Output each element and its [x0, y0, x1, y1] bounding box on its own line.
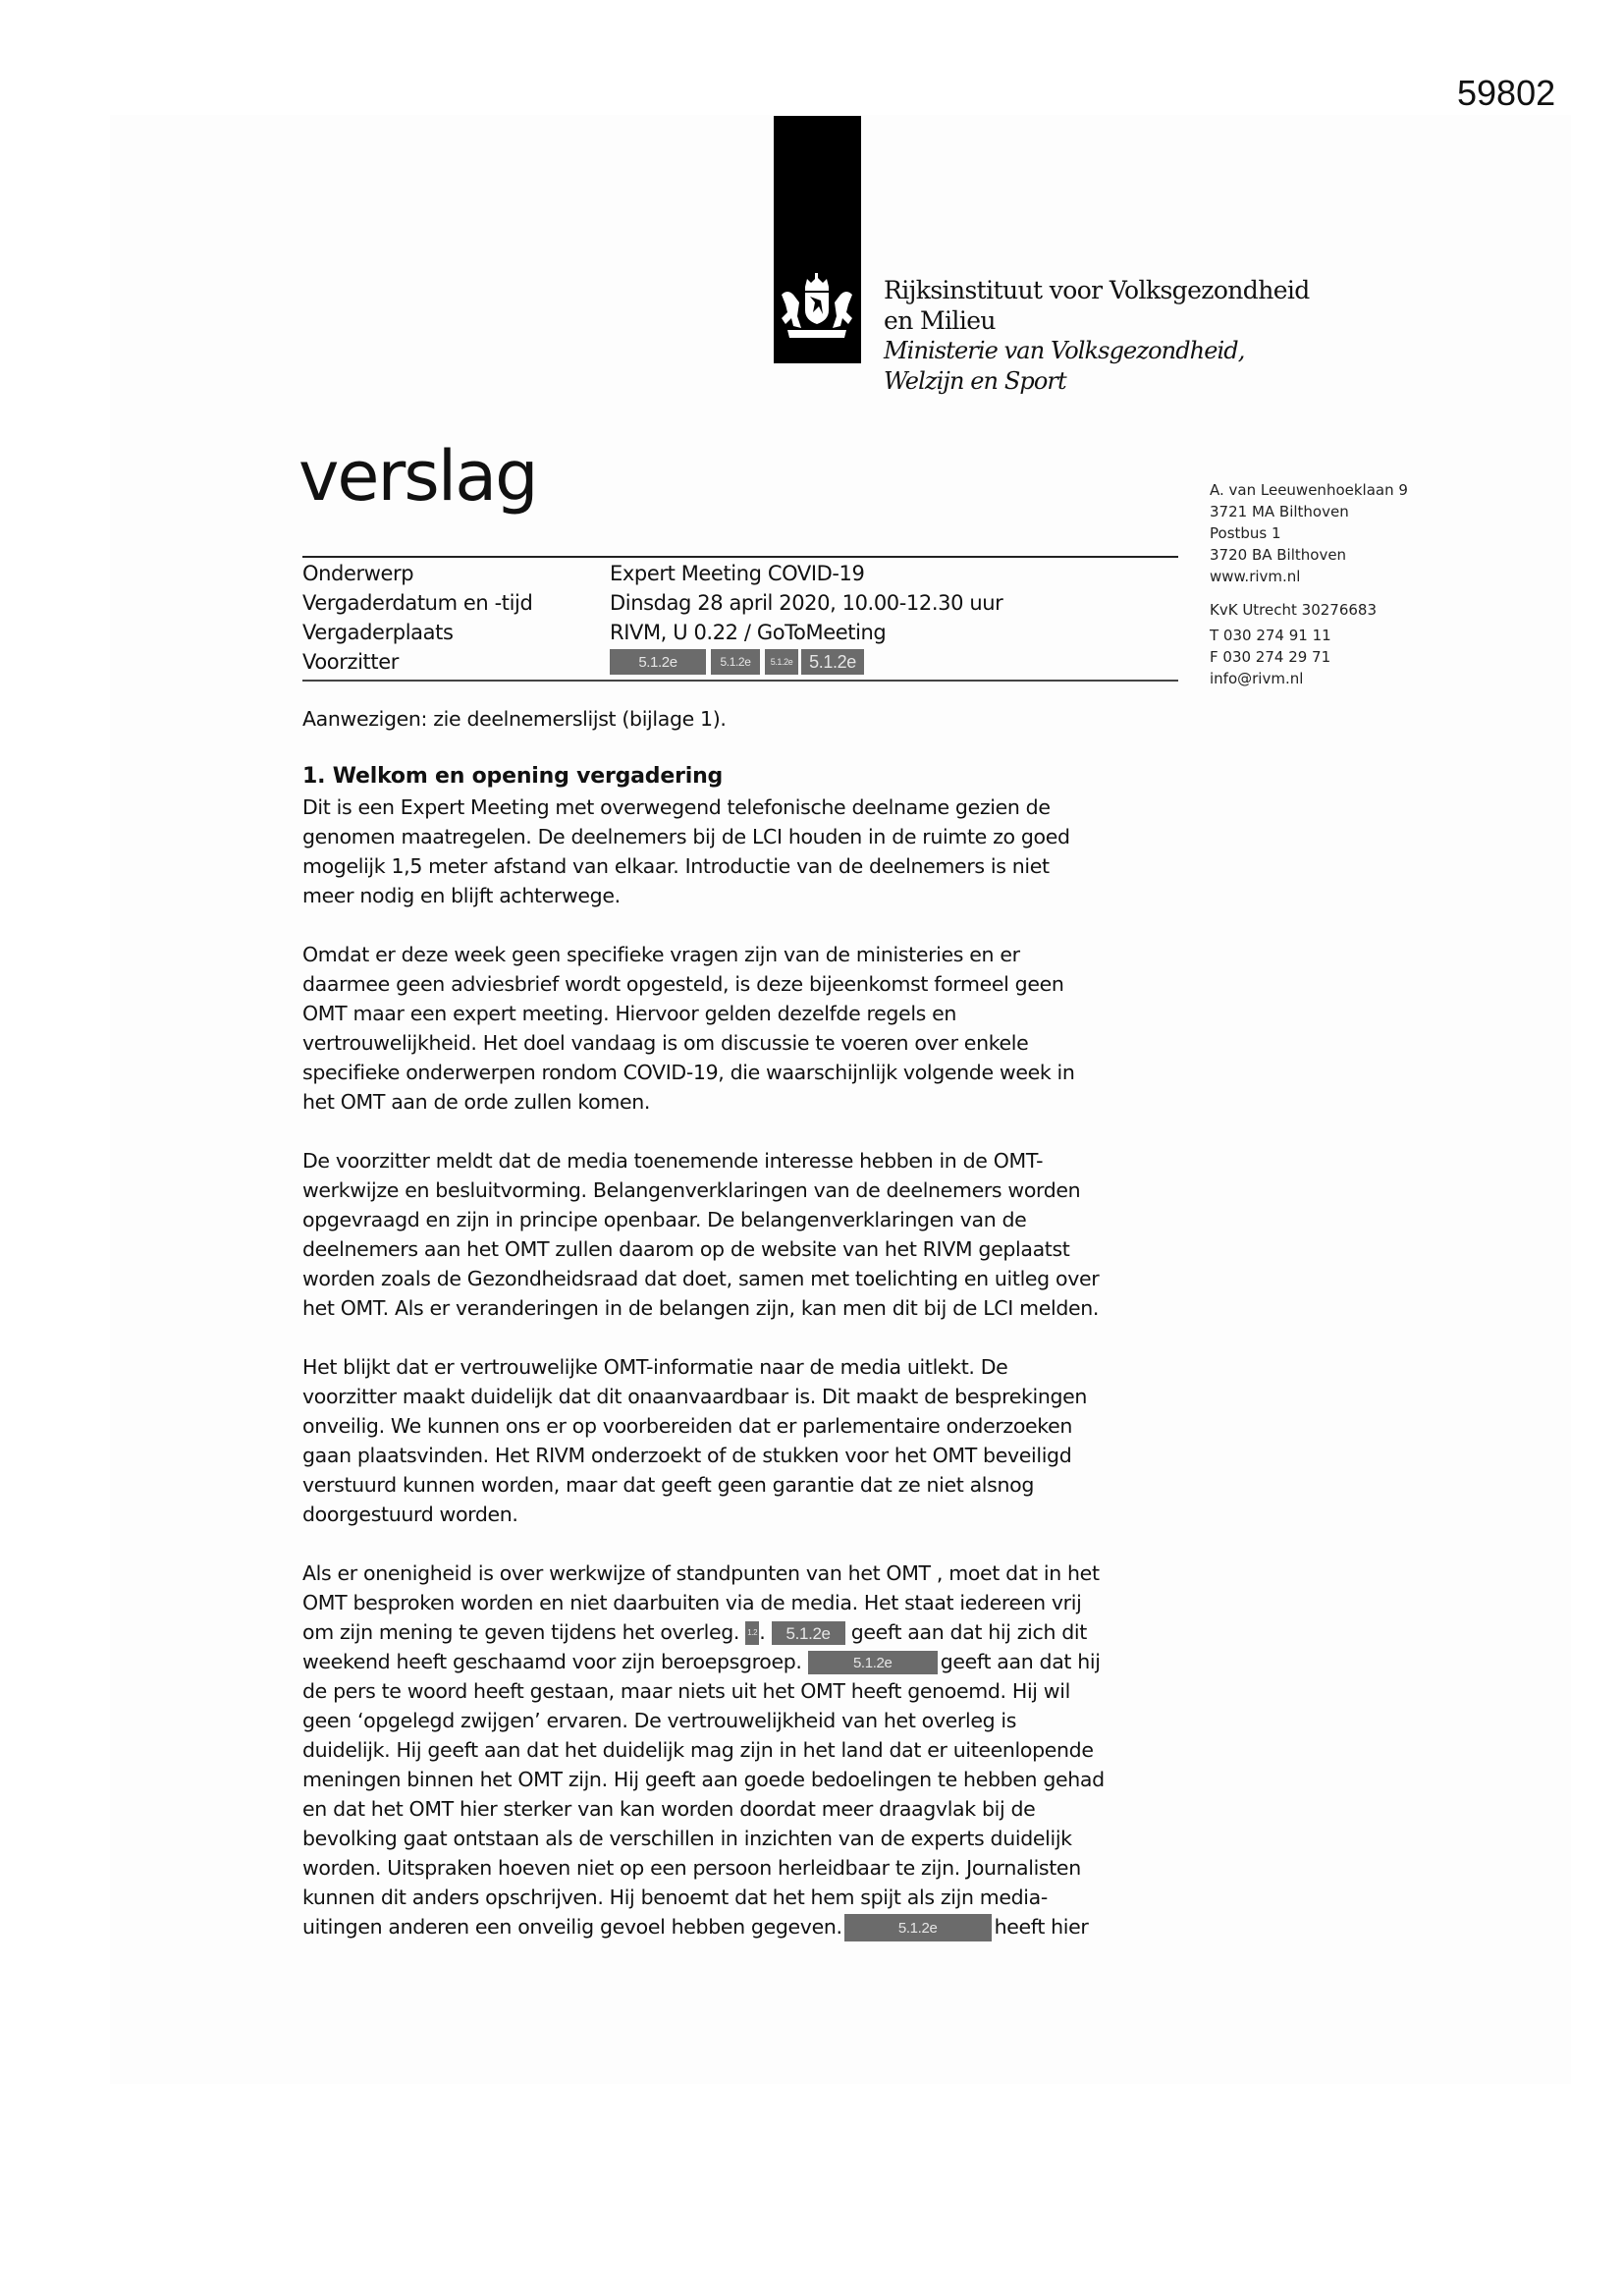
redaction-box: 5.1.2e	[711, 649, 760, 675]
text-line: het OMT. Als er veranderingen in de belangen zijn, kan men dit bij de LCI melden.	[302, 1296, 1100, 1320]
attendees-note: Aanwezigen: zie deelnemerslijst (bijlage 1).	[302, 707, 727, 731]
paragraph-1	[302, 793, 1186, 910]
paragraph-3	[302, 1146, 1186, 1323]
text-line: meningen binnen het OMT zijn. Hij geeft aan goede bedoelingen te hebben gehad	[302, 1768, 1105, 1791]
meta-label: Onderwerp	[302, 562, 414, 585]
text-line: verstuurd kunnen worden, maar dat geeft geen garantie dat ze niet alsnog	[302, 1473, 1034, 1497]
address-block	[1210, 479, 1408, 689]
text-line: De voorzitter meldt dat de media toenemende interesse hebben in de OMT-	[302, 1149, 1044, 1173]
text-line: uitingen anderen een onveilig gevoel hebben gegeven. 5.1.2e heeft hier	[302, 1912, 1186, 1941]
text-line: Als er onenigheid is over werkwijze of standpunten van het OMT , moet dat in het	[302, 1561, 1100, 1585]
text-line: meer nodig en blijft achterwege.	[302, 884, 621, 907]
paragraph-2	[302, 940, 1186, 1117]
text-line: genomen maatregelen. De deelnemers bij de LCI houden in de ruimte zo goed	[302, 825, 1070, 848]
text-line: doorgestuurd worden.	[302, 1503, 518, 1526]
website-link[interactable]: www.rivm.nl	[1210, 568, 1301, 585]
text-line: vertrouwelijkheid. Het doel vandaag is om discussie te voeren over enkele	[302, 1031, 1029, 1055]
kvk-number: KvK Utrecht 30276683	[1210, 601, 1377, 619]
document-number: 59802	[1457, 73, 1556, 113]
text-line: worden. Uitspraken hoeven niet op een persoon herleidbaar te zijn. Journalisten	[302, 1856, 1081, 1880]
text-line: opgevraagd en zijn in principe openbaar. De belangenverklaringen van de	[302, 1208, 1027, 1231]
text-line: OMT besproken worden en niet daarbuiten via de media. Het staat iedereen vrij	[302, 1591, 1082, 1614]
text-line: kunnen dit anders opschrijven. Hij benoemt dat het hem spijt als zijn media-	[302, 1886, 1048, 1909]
text-line: worden zoals de Gezondheidsraad dat doet, samen met toelichting en uitleg over	[302, 1267, 1100, 1290]
text-line: gaan plaatsvinden. Het RIVM onderzoekt of de stukken voor het OMT beveiligd	[302, 1444, 1072, 1467]
section-heading: 1. Welkom en opening vergadering	[302, 764, 724, 789]
text-line: werkwijze en besluitvorming. Belangenverklaringen van de deelnemers worden	[302, 1178, 1081, 1202]
text-line: Het blijkt dat er vertrouwelijke OMT-informatie naar de media uitlekt. De	[302, 1355, 1008, 1379]
redaction-box: 5.1.2e	[610, 649, 706, 675]
text-line: voorzitter maakt duidelijk dat dit onaanvaardbaar is. Dit maakt de besprekingen	[302, 1385, 1088, 1408]
meta-value: Dinsdag 28 april 2020, 10.00-12.30 uur	[610, 591, 1003, 615]
fax-number: F 030 274 29 71	[1210, 648, 1331, 666]
meta-row-location	[302, 618, 1178, 647]
address-pobox: Postbus 1	[1210, 524, 1281, 542]
text-line: mogelijk 1,5 meter afstand van elkaar. Introductie van de deelnemers is niet	[302, 854, 1050, 878]
meta-label: Vergaderdatum en -tijd	[302, 591, 533, 615]
text-line: deelnemers aan het OMT zullen daarom op de website van het RIVM geplaatst	[302, 1237, 1070, 1261]
meta-row-subject	[302, 559, 1178, 588]
phone-number: T 030 274 91 11	[1210, 627, 1331, 644]
institute-name-line2: en Milieu	[884, 306, 996, 335]
text-line: Omdat er deze week geen specifieke vragen zijn van de ministeries en er	[302, 943, 1020, 966]
redaction-box: 5.1.2e	[808, 1651, 938, 1674]
address-street: A. van Leeuwenhoeklaan 9	[1210, 481, 1408, 499]
meta-value-chair	[610, 649, 1178, 675]
paragraph-4	[302, 1352, 1186, 1529]
ministry-name-line2: Welzijn en Sport	[884, 367, 1066, 395]
ministry-name-line1: Ministerie van Volksgezondheid,	[884, 337, 1245, 364]
text-line: duidelijk. Hij geeft aan dat het duidelijk mag zijn in het land dat er uiteenlopende	[302, 1738, 1094, 1762]
text-line: de pers te woord heeft gestaan, maar niets uit het OMT heeft genoemd. Hij wil	[302, 1679, 1070, 1703]
meeting-details-table	[302, 556, 1178, 682]
letterhead-text	[884, 275, 1310, 397]
redaction-box: 5.1.2e	[801, 649, 864, 675]
redaction-box: 5.1.2e	[765, 649, 798, 675]
meta-row-chair	[302, 647, 1178, 677]
institute-name-line1: Rijksinstituut voor Volksgezondheid	[884, 276, 1310, 304]
paragraph-5	[302, 1558, 1186, 1941]
text-line: onveilig. We kunnen ons er op voorbereiden dat er parlementaire onderzoeken	[302, 1414, 1072, 1438]
text-line: specifieke onderwerpen rondom COVID-19, die waarschijnlijk volgende week in	[302, 1061, 1075, 1084]
document-body	[302, 704, 1186, 1941]
text-line: geen ‘opgelegd zwijgen’ ervaren. De vertrouwelijkheid van het overleg is	[302, 1709, 1017, 1732]
text-line: Dit is een Expert Meeting met overwegend telefonische deelname gezien de	[302, 795, 1051, 819]
text-line: OMT maar een expert meeting. Hiervoor gelden dezelfde regels en	[302, 1002, 957, 1025]
address-postal-city: 3721 MA Bilthoven	[1210, 503, 1349, 520]
email-link[interactable]: info@rivm.nl	[1210, 670, 1304, 687]
redaction-box: 1.2	[745, 1621, 759, 1645]
redaction-box: 5.1.2e	[844, 1914, 992, 1941]
coat-of-arms-icon	[776, 273, 858, 342]
text-line: weekend heeft geschaamd voor zijn beroepsgroep. 5.1.2e geeft aan dat hij	[302, 1650, 1101, 1673]
text-line: daarmee geen adviesbrief wordt opgesteld, is deze bijeenkomst formeel geen	[302, 972, 1064, 996]
meta-label: Voorzitter	[302, 650, 399, 674]
meta-value: Expert Meeting COVID-19	[610, 562, 865, 585]
meta-value: RIVM, U 0.22 / GoToMeeting	[610, 621, 887, 644]
text-line: om zijn mening te geven tijdens het overleg. 1.2. 5.1.2e geeft aan dat hij zich dit	[302, 1620, 1087, 1644]
meta-label: Vergaderplaats	[302, 621, 454, 644]
text-line: en dat het OMT hier sterker van kan worden doordat meer draagvlak bij de	[302, 1797, 1036, 1821]
meta-row-datetime	[302, 588, 1178, 618]
text-line: bevolking gaat ontstaan als de verschillen in inzichten van de experts duidelijk	[302, 1827, 1072, 1850]
text-line: het OMT aan de orde zullen komen.	[302, 1090, 651, 1114]
document-title: verslag	[298, 436, 537, 517]
address-pobox-postal-city: 3720 BA Bilthoven	[1210, 546, 1347, 564]
redaction-box: 5.1.2e	[772, 1621, 845, 1645]
